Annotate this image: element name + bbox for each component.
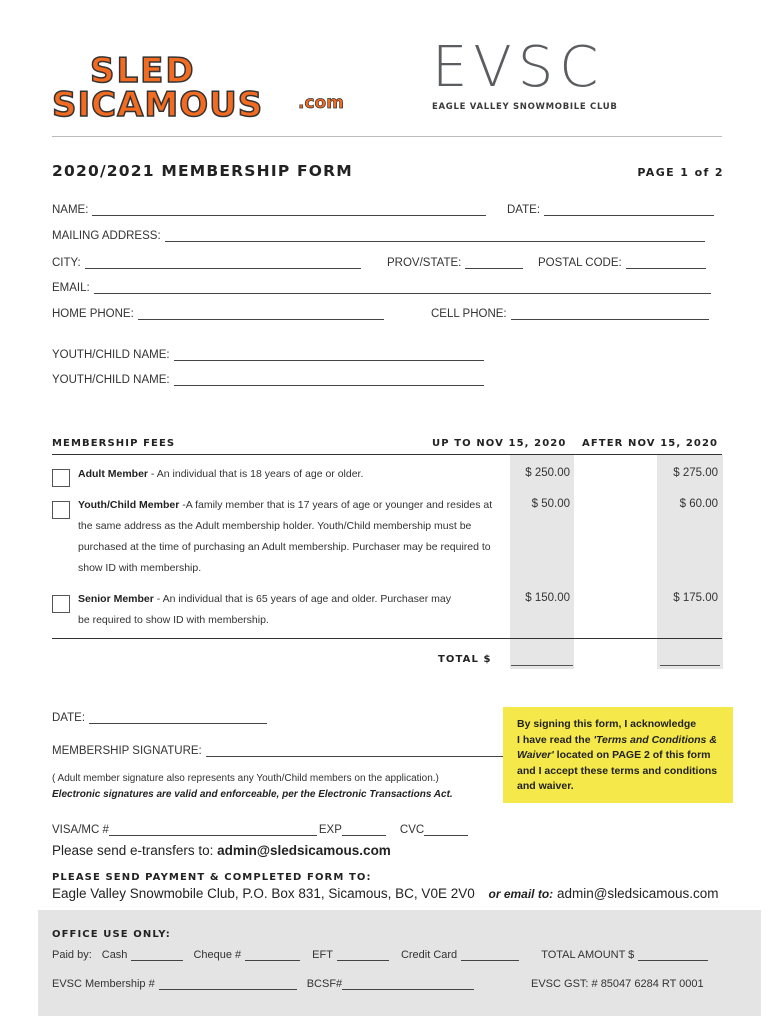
mailing-label: MAILING ADDRESS: — [52, 230, 161, 242]
youth-checkbox[interactable] — [52, 501, 70, 519]
total-label: TOTAL $ — [438, 654, 492, 665]
cash-field[interactable] — [131, 949, 183, 961]
mailing-address-field[interactable] — [52, 230, 705, 242]
ack-line-2b: 'Terms and Conditions & — [593, 733, 717, 746]
sledsicamous-logo — [50, 50, 365, 122]
eft-label: EFT — [312, 949, 333, 961]
page-label: PAGE 1 of 2 — [637, 166, 724, 179]
etransfer-prefix: Please send e-transfers to: — [52, 843, 218, 858]
name-field[interactable] — [52, 204, 486, 216]
office-paid-row — [52, 949, 708, 961]
logo-line2: SICAMOUS — [52, 85, 264, 122]
youth-desc-2: the same address as the Adult membership holder. Youth/Child membership must be — [78, 520, 472, 532]
total-amount-field[interactable] — [638, 949, 708, 961]
logo-suffix: .com — [298, 93, 344, 113]
senior-description — [78, 589, 498, 631]
total-amount-label: TOTAL AMOUNT $ — [541, 949, 635, 961]
ack-line-5: and waiver. — [517, 780, 574, 792]
adult-title: Adult Member — [78, 468, 149, 480]
postal-code-field[interactable] — [538, 257, 706, 269]
adult-price-early: $ 250.00 — [525, 467, 570, 479]
fees-top-rule — [52, 454, 722, 455]
date-label: DATE: — [507, 204, 541, 216]
fee-column-1-shade — [510, 455, 574, 669]
cheque-label: Cheque # — [193, 949, 242, 961]
office-use-heading: OFFICE USE ONLY: — [52, 929, 171, 940]
cell-phone-field[interactable] — [431, 308, 709, 320]
senior-desc-2: be required to show ID with membership. — [78, 614, 269, 626]
youth-price-late: $ 60.00 — [679, 498, 718, 510]
acknowledgement-box — [503, 707, 733, 803]
bcsf-field[interactable] — [342, 978, 474, 990]
email-field[interactable] — [52, 282, 711, 294]
ack-line-2a: I have read the — [517, 733, 594, 746]
exp-label: EXP — [318, 824, 342, 836]
cvc-label: CVC — [399, 824, 425, 836]
youth-description — [78, 495, 508, 579]
senior-price-late: $ 175.00 — [673, 592, 718, 604]
club-address: Eagle Valley Snowmobile Club, P.O. Box 831, Sicamous, BC, V0E 2V0 — [52, 886, 475, 901]
cheque-field[interactable] — [245, 949, 300, 961]
youth-desc-1: -A family member that is 17 years of age or younger and resides at — [179, 499, 493, 511]
fee-column-2-shade — [657, 455, 723, 669]
name-label: NAME: — [52, 204, 89, 216]
senior-checkbox[interactable] — [52, 595, 70, 613]
etransfer-line — [52, 843, 391, 858]
senior-desc-1: - An individual that is 65 years of age and older. Purchaser may — [153, 593, 451, 605]
senior-title: Senior Member — [78, 593, 154, 605]
signature-date-field[interactable] — [52, 712, 267, 724]
send-payment-heading: PLEASE SEND PAYMENT & COMPLETED FORM TO: — [52, 872, 372, 883]
ack-line-3b: located on PAGE 2 of this form — [553, 749, 711, 761]
adult-checkbox[interactable] — [52, 469, 70, 487]
electronic-signature-note: Electronic signatures are valid and enforceable, per the Electronic Transactions Act. — [52, 789, 453, 800]
visa-label: VISA/MC # — [52, 824, 109, 836]
fee-column-2-heading: AFTER NOV 15, 2020 — [582, 438, 719, 449]
evsc-membership-field[interactable] — [159, 978, 297, 990]
youth-title: Youth/Child Member — [78, 499, 180, 511]
membership-signature-field[interactable] — [52, 745, 512, 757]
eft-field[interactable] — [337, 949, 389, 961]
total-early-field[interactable] — [511, 665, 573, 666]
home-phone-field[interactable] — [52, 308, 384, 320]
club-email[interactable]: admin@sledsicamous.com — [556, 886, 719, 901]
youth-name-label-1: YOUTH/CHILD NAME: — [52, 349, 170, 361]
bcsf-label: BCSF# — [306, 978, 343, 990]
logo-line1: SLED — [90, 51, 196, 91]
cash-label: Cash — [101, 949, 128, 961]
adult-description — [78, 464, 498, 485]
youth-name-field-2[interactable] — [52, 374, 484, 386]
youth-price-early: $ 50.00 — [531, 498, 570, 510]
city-field[interactable] — [52, 257, 361, 269]
home-phone-label: HOME PHONE: — [52, 308, 134, 320]
cell-phone-label: CELL PHONE: — [431, 308, 507, 320]
office-membership-row — [52, 978, 474, 990]
signature-note: ( Adult member signature also represents any Youth/Child members on the application.) — [52, 773, 439, 784]
prov-field[interactable] — [387, 257, 523, 269]
adult-price-late: $ 275.00 — [673, 467, 718, 479]
form-title: 2020/2021 MEMBERSHIP FORM — [52, 162, 353, 180]
evsc-logo — [432, 35, 732, 120]
paid-by-label: Paid by: — [52, 949, 92, 961]
signature-date-label: DATE: — [52, 712, 86, 724]
youth-desc-4: show ID with membership. — [78, 562, 202, 574]
prov-label: PROV/STATE: — [387, 257, 462, 269]
evsc-membership-label: EVSC Membership # — [52, 978, 155, 990]
header-divider — [52, 136, 722, 137]
evsc-abbr: EVSC — [432, 35, 605, 100]
office-use-panel — [38, 910, 761, 1016]
email-label: EMAIL: — [52, 282, 90, 294]
youth-name-label-2: YOUTH/CHILD NAME: — [52, 374, 170, 386]
membership-fees-heading: MEMBERSHIP FEES — [52, 438, 176, 449]
gst-number: EVSC GST: # 85047 6284 RT 0001 — [531, 978, 704, 990]
mailing-address-line — [52, 886, 718, 901]
adult-desc: - An individual that is 18 years of age or older. — [148, 468, 364, 480]
ack-line-3a: Waiver' — [517, 749, 554, 761]
total-late-field[interactable] — [660, 665, 720, 666]
city-label: CITY: — [52, 257, 81, 269]
etransfer-email[interactable]: admin@sledsicamous.com — [217, 843, 391, 858]
fee-column-1-heading: UP TO NOV 15, 2020 — [432, 438, 567, 449]
senior-price-early: $ 150.00 — [525, 592, 570, 604]
postal-label: POSTAL CODE: — [538, 257, 622, 269]
card-number-field[interactable] — [52, 824, 468, 836]
evsc-club-name: EAGLE VALLEY SNOWMOBILE CLUB — [432, 102, 618, 112]
ack-line-1: By signing this form, I acknowledge — [517, 718, 697, 730]
youth-name-field-1[interactable] — [52, 349, 484, 361]
or-email-label: or email to: — [488, 887, 554, 901]
credit-label: Credit Card — [400, 949, 458, 961]
youth-desc-3: purchased at the time of purchasing an Adult membership. Purchaser may be required to — [78, 541, 491, 553]
credit-field[interactable] — [461, 949, 519, 961]
date-field[interactable] — [507, 204, 714, 216]
signature-label: MEMBERSHIP SIGNATURE: — [52, 745, 202, 757]
ack-line-4: and I accept these terms and conditions — [517, 764, 718, 777]
fees-bottom-rule — [52, 638, 722, 639]
